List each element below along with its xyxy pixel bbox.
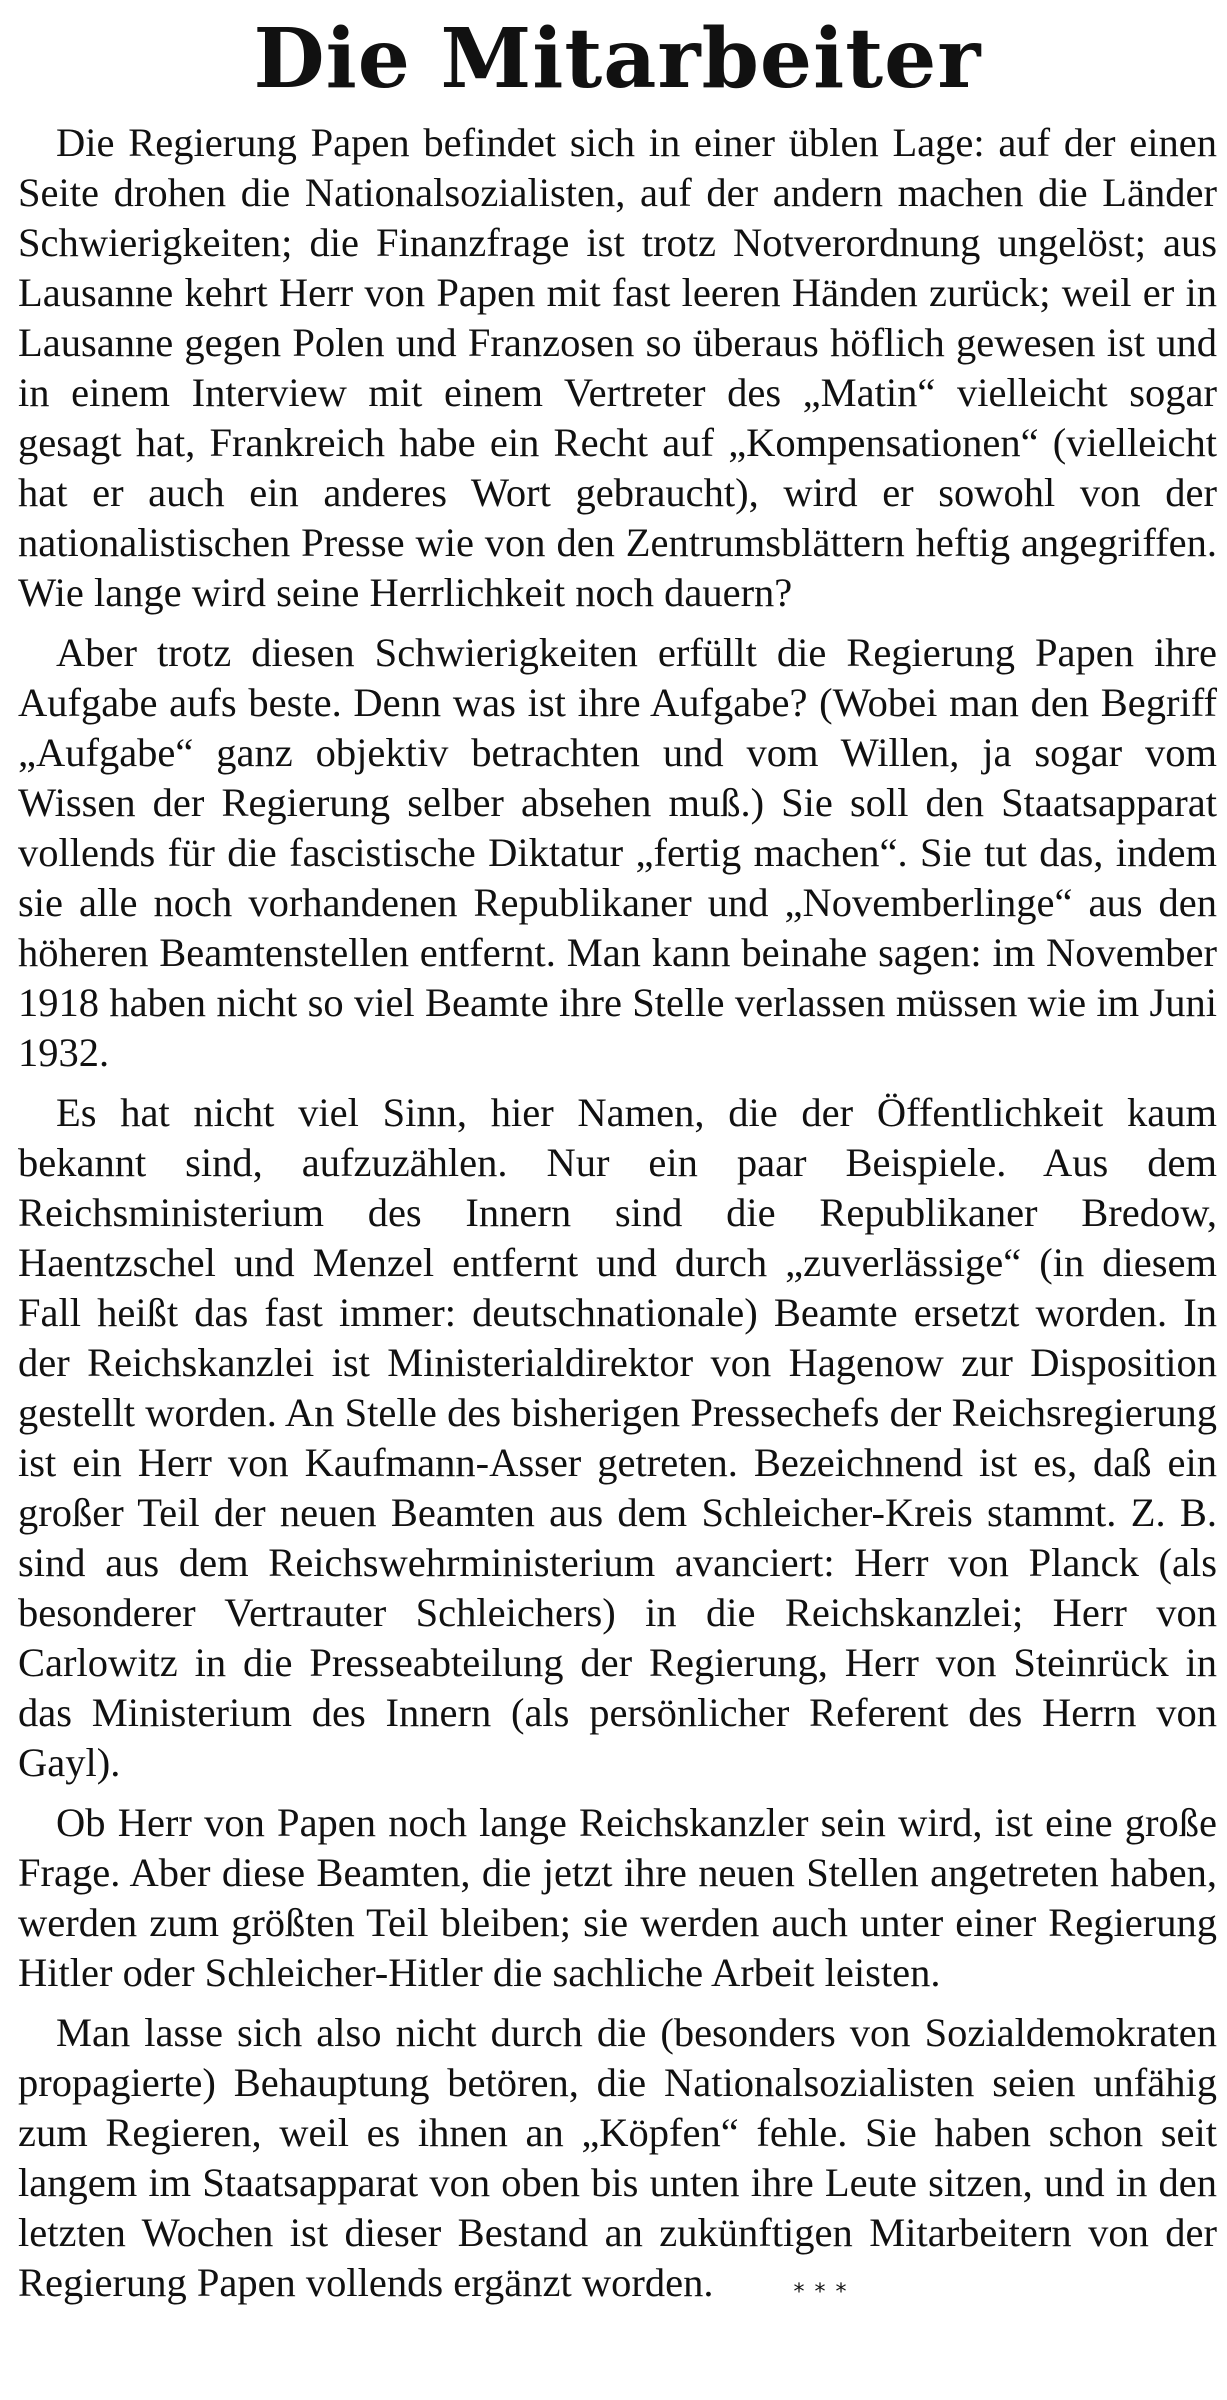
paragraph-4: Ob Herr von Papen noch lange Reichskanzler sein wird, ist eine große Frage. Aber diese Beamten, die jetzt ihre neuen Stellen angetreten haben, werden zum größten Teil bleiben; sie werden auch unter einer Regierung Hitler oder Schleicher-Hitler die sachliche Arbeit leisten. bbox=[18, 1800, 1217, 1995]
paragraph-2: Aber trotz diesen Schwierigkeiten erfüllt die Regierung Papen ihre Aufgabe aufs beste. Denn was ist ihre Aufgabe? (Wobei man den Begriff „Aufgabe“ ganz objektiv betrachten und vom Willen, ja sogar vom Wissen der Regierung selber absehen muß.) Sie soll den Staatsapparat vollends für die fascistische Diktatur „fertig machen“. Sie tut das, indem sie alle noch vorhandenen Republikaner und „Novemberlinge“ aus den höheren Beamtenstellen entfernt. Man kann beinahe sagen: im November 1918 haben nicht so viel Beamte ihre Stelle verlassen müssen wie im Juni 1932. bbox=[18, 630, 1217, 1075]
end-mark: *** bbox=[793, 2279, 857, 2305]
article-title: Die Mitarbeiter bbox=[253, 11, 982, 107]
article-body bbox=[18, 118, 1217, 2312]
paragraph-3: Es hat nicht viel Sinn, hier Namen, die der Öffentlichkeit kaum bekannt sind, aufzuzählen. Nur ein paar Beispiele. Aus dem Reichsministerium des Innern sind die Republikaner Bredow, Haentzschel und Menzel entfernt und durch „zuverlässige“ (in diesem Fall heißt das fast immer: deutschnationale) Beamte ersetzt worden. In der Reichskanzlei ist Ministerialdirektor von Hagenow zur Disposition gestellt worden. An Stelle des bisherigen Pressechefs der Reichsregierung ist ein Herr von Kaufmann-Asser getreten. Bezeichnend ist es, daß ein großer Teil der neuen Beamten aus dem Schleicher-Kreis stammt. Z. B. sind aus dem Reichswehrministerium avanciert: Herr von Planck (als besonderer Vertrauter Schleichers) in die Reichskanzlei; Herr von Carlowitz in die Presseabteilung der Regierung, Herr von Steinrück in das Ministerium des Innern (als persönlicher Referent des Herrn von Gayl). bbox=[18, 1090, 1217, 1785]
paragraph-5-text: Man lasse sich also nicht durch die (besonders von Sozialdemokraten propagierte) Behauptung betören, die Nationalsozialisten seien unfähig zum Regieren, weil es ihnen an „Köpfen“ fehle. Sie haben schon seit langem im Staatsapparat von oben bis unten ihre Leute sitzen, und in den letzten Wochen ist dieser Bestand an zukünftigen Mitarbeitern von der Regierung Papen vollends ergänzt worden. bbox=[18, 2010, 1217, 2305]
paragraph-5 bbox=[18, 2008, 1217, 2312]
paragraph-1: Die Regierung Papen befindet sich in einer üblen Lage: auf der einen Seite drohen die Nationalsozialisten, auf der andern machen die Länder Schwierigkeiten; die Finanzfrage ist trotz Notverordnung ungelöst; aus Lausanne kehrt Herr von Papen mit fast leeren Händen zurück; weil er in Lausanne gegen Polen und Franzosen so überaus höflich gewesen ist und in einem Interview mit einem Vertreter des „Matin“ vielleicht sogar gesagt hat, Frankreich habe ein Recht auf „Kompensationen“ (vielleicht hat er auch ein anderes Wort gebraucht), wird er sowohl von der nationalistischen Presse wie von den Zentrumsblättern heftig angegriffen. Wie lange wird seine Herrlichkeit noch dauern? bbox=[18, 120, 1217, 615]
